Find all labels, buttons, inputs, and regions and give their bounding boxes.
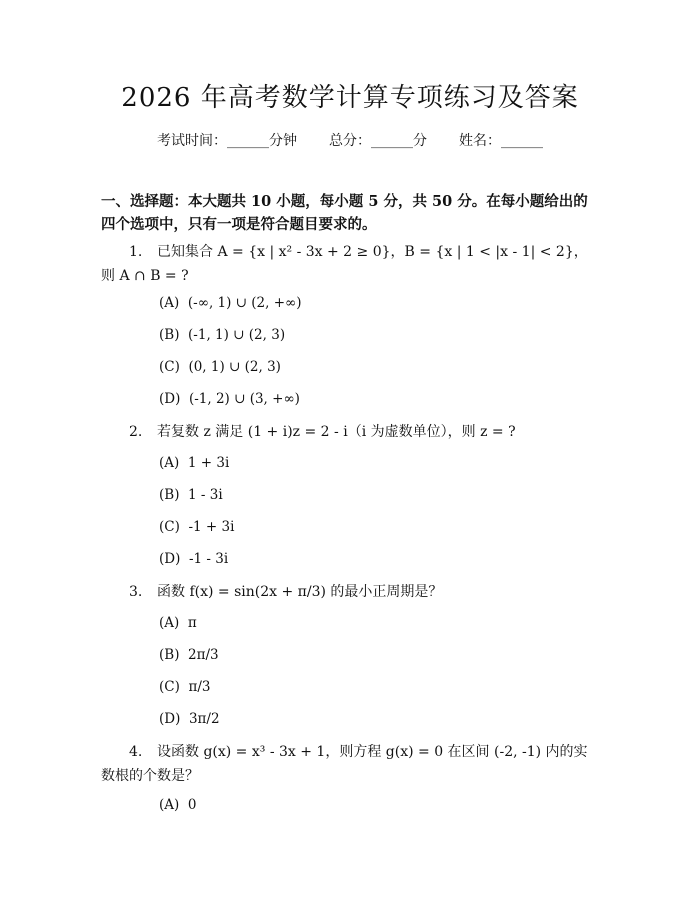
question-text: 函数 f(x) = sin(2x + π/3) 的最小正周期是？	[157, 584, 443, 600]
question-2-option-d: (D) -1 - 3i	[159, 551, 229, 567]
question-3-option-a: (A) π	[159, 615, 197, 631]
question-3	[101, 580, 601, 604]
question-2-option-b: (B) 1 - 3i	[159, 487, 223, 503]
question-text: 设函数 g(x) = x³ - 3x + 1，则方程 g(x) = 0 在区间 (-2, -1) 内的实数根的个数是？	[101, 744, 588, 784]
question-number: 1.	[129, 244, 143, 260]
question-2-option-a: (A) 1 + 3i	[159, 455, 230, 471]
question-text: 若复数 z 满足 (1 + i)z = 2 - i（i 为虚数单位），则 z = ?	[157, 424, 516, 440]
page-title: 2026 年高考数学计算专项练习及答案	[121, 83, 579, 113]
question-3-option-d: (D) 3π/2	[159, 711, 220, 727]
question-3-option-c: (C) π/3	[159, 679, 211, 695]
question-4	[101, 740, 601, 788]
exam-time-field: 考试时间：______分钟	[157, 133, 297, 149]
question-1-option-c: (C) (0, 1) ∪ (2, 3)	[159, 359, 281, 375]
question-number: 4.	[129, 744, 143, 760]
question-2-option-c: (C) -1 + 3i	[159, 519, 235, 535]
question-3-option-b: (B) 2π/3	[159, 647, 219, 663]
student-name-field: 姓名：______	[459, 133, 543, 149]
question-number: 3.	[129, 584, 143, 600]
section-heading: 一、选择题：本大题共 10 小题，每小题 5 分，共 50 分。在每小题给出的四个选项中，只有一项是符合题目要求的。	[101, 193, 588, 233]
exam-meta	[0, 130, 700, 152]
question-1-option-a: (A) (-∞, 1) ∪ (2, +∞)	[159, 295, 302, 311]
question-number: 2.	[129, 424, 143, 440]
question-1	[101, 240, 601, 288]
total-score-field: 总分：______分	[329, 133, 427, 149]
question-2	[101, 420, 601, 444]
question-text: 已知集合 A = {x | x² - 3x + 2 ≥ 0}，B = {x | 1 < |x - 1| < 2}，则 A ∩ B = ?	[101, 244, 588, 284]
question-1-option-b: (B) (-1, 1) ∪ (2, 3)	[159, 327, 286, 343]
question-4-option-a: (A) 0	[159, 797, 197, 813]
question-1-option-d: (D) (-1, 2) ∪ (3, +∞)	[159, 391, 300, 407]
